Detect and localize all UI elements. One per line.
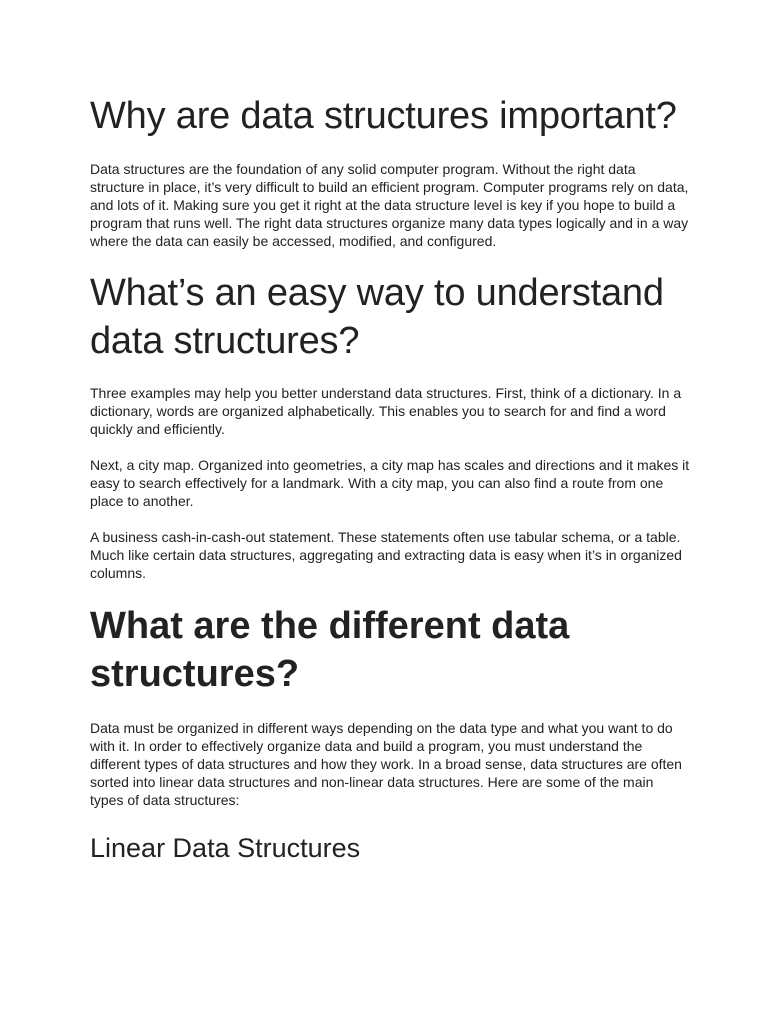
- paragraph-dictionary-example: Three examples may help you better understand data structures. First, think of a dictionary. In a dictionary, words are organized alphabetically. This enables you to search for and find a word quickly and efficiently.: [90, 385, 682, 437]
- document-page: [90, 92, 690, 865]
- paragraph-different-structures: Data must be organized in different ways depending on the data type and what you want to do with it. In order to effectively organize data and build a program, you must understand the different types of data structures and how they work. In a broad sense, data structures are often sorted into linear data structures and non-linear data structures. Here are some of the main types of data structures:: [90, 720, 682, 808]
- heading-linear-data-structures: Linear Data Structures: [90, 833, 361, 863]
- paragraph-city-map-example: Next, a city map. Organized into geometries, a city map has scales and directions and it makes it easy to search effectively for a landmark. With a city map, you can also find a route from one place to another.: [90, 457, 690, 509]
- heading-different-structures: What are the different data structures?: [90, 605, 570, 695]
- paragraph-cash-statement-example: A business cash-in-cash-out statement. These statements often use tabular schema, or a table. Much like certain data structures, aggregating and extracting data is easy when it’s in organized columns.: [90, 529, 682, 581]
- heading-why-important: Why are data structures important?: [90, 95, 677, 137]
- paragraph-why-important: Data structures are the foundation of any solid computer program. Without the right data structure in place, it’s very difficult to build an efficient program. Computer programs rely on data, and lots of it. Making sure you get it right at the data structure level is key if you hope to build a program that runs well. The right data structures organize many data types logically and in a way where the data can easily be accessed, modified, and configured.: [90, 161, 689, 249]
- heading-easy-way: What’s an easy way to understand data structures?: [90, 272, 664, 362]
